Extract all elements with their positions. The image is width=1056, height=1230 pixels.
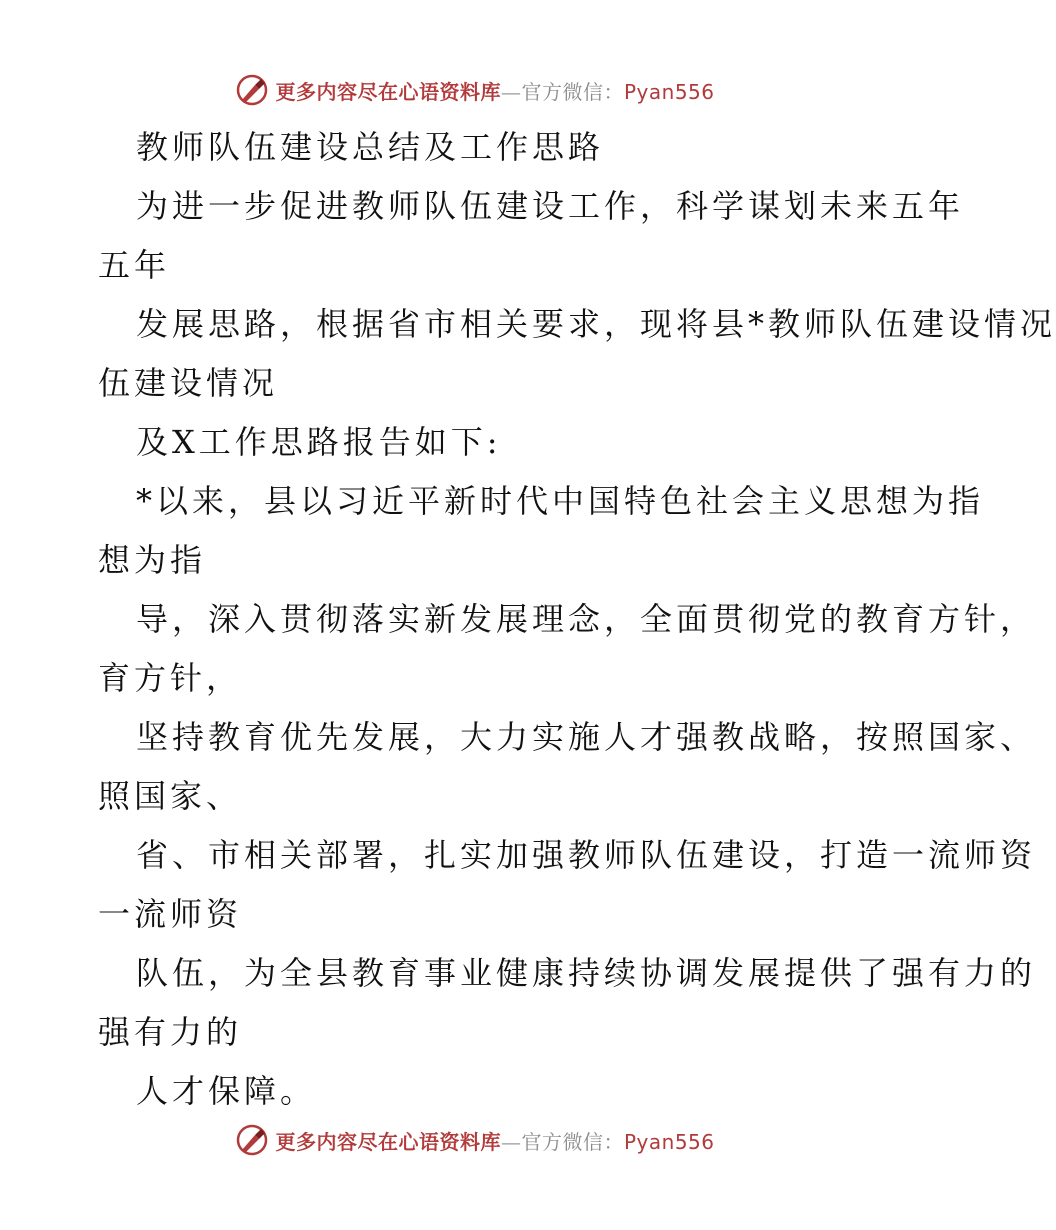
text-line-wrap: 育方针， [98,659,243,697]
watermark-brand: 更多内容尽在心语资料库 [275,1129,501,1154]
watermark-text [275,1126,714,1155]
text-line-wrap: 照国家、 [98,777,243,815]
watermark-label: 官方微信： [521,79,624,104]
text-line: 队伍，为全县教育事业健康持续协调发展提供了强有力的 [136,954,1037,992]
text-line-wrap: 强有力的 [98,1013,243,1051]
text-line: 人才保障。 [136,1072,317,1110]
text-line-wrap: 伍建设情况 [98,364,279,402]
text-line: 为进一步促进教师队伍建设工作，科学谋划未来五年 [136,187,965,225]
text-line: 导，深入贯彻落实新发展理念，全面贯彻党的教育方针， [136,600,1037,638]
document-title: 教师队伍建设总结及工作思路 [136,128,605,166]
watermark-brand: 更多内容尽在心语资料库 [275,79,501,104]
watermark-footer [0,1120,950,1160]
watermark-text [275,76,714,105]
text-line: *以来，县以习近平新时代中国特色社会主义思想为指 [136,482,985,520]
watermark-id: Pyan556 [623,79,715,104]
pen-logo-icon [235,73,269,107]
text-line-wrap: 一流师资 [98,895,243,933]
pen-logo-icon [235,1123,269,1157]
text-line-wrap: 五年 [98,246,171,284]
watermark-header [0,70,950,110]
watermark-dash: — [500,1129,522,1154]
watermark-label: 官方微信： [521,1129,624,1154]
text-line: 坚持教育优先发展，大力实施人才强教战略，按照国家、 [136,718,1037,756]
document-body [98,118,1056,1121]
watermark-id: Pyan556 [623,1129,715,1154]
text-line-wrap: 想为指 [98,541,207,579]
text-line: 省、市相关部署，扎实加强教师队伍建设，打造一流师资 [136,836,1037,874]
text-line: 及X工作思路报告如下: [136,423,502,461]
text-line: 发展思路，根据省市相关要求，现将县*教师队伍建设情况 [136,305,1056,343]
watermark-dash: — [500,79,522,104]
